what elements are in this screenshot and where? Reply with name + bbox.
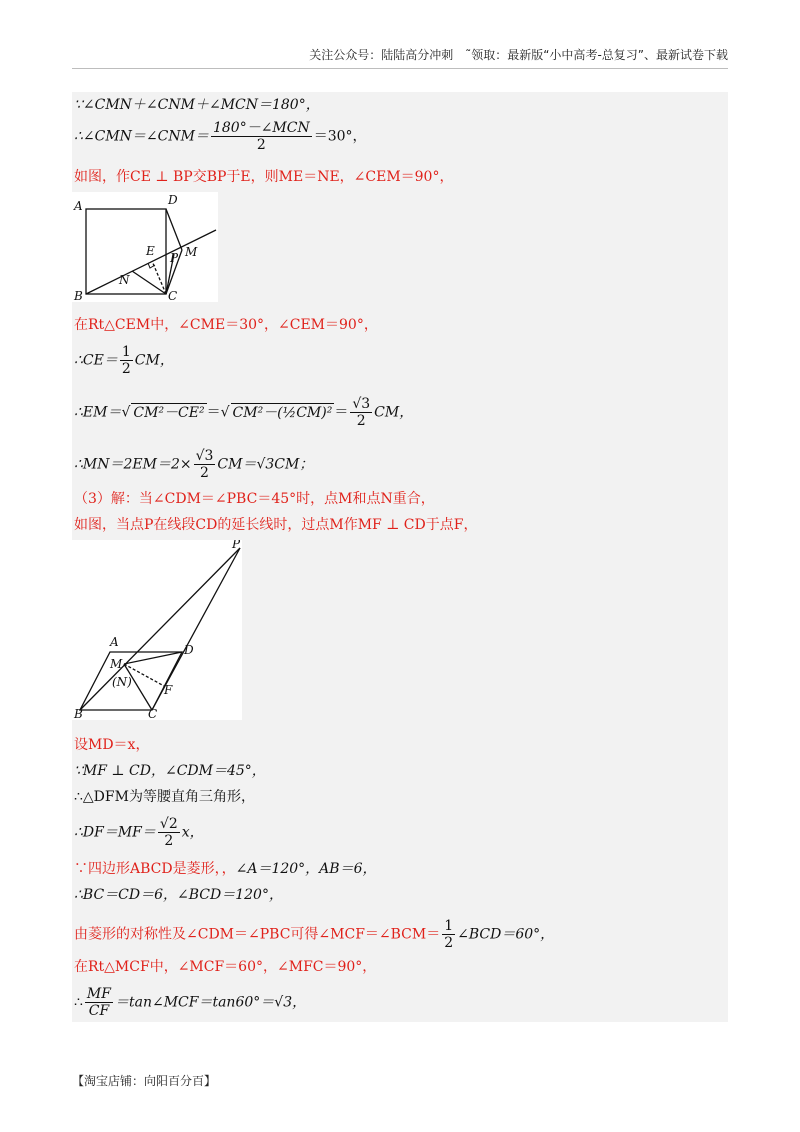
fraction-numerator: MF [86, 986, 111, 1002]
figure-2-diagram [72, 540, 242, 720]
line-7-prefix: ∴MN＝2EM＝2× [74, 456, 192, 473]
line-15: ∴BC＝CD＝6，∠BCD＝120°， [74, 887, 283, 903]
line-bp [80, 548, 240, 710]
label-b: B [74, 707, 83, 720]
fraction-denominator: 2 [200, 465, 209, 481]
line-8: （3）解：当∠CDM＝∠PBC＝45°时，点M和点N重合， [74, 491, 435, 507]
fraction-denominator: CF [88, 1003, 110, 1019]
label-f: F [164, 683, 173, 697]
line-16-suffix: ∠BCD＝60°， [457, 926, 555, 943]
fraction [350, 396, 372, 429]
line-10: 设MD＝x， [74, 737, 150, 753]
fraction [211, 120, 312, 153]
page-header: 关注公众号：陆陆高分冲刺 ˜领取：最新版“小中高考-总复习”、最新试卷下载 [309, 48, 728, 62]
label-p: P [232, 540, 241, 551]
label-n: N [119, 273, 130, 287]
fraction [158, 816, 180, 849]
line-5 [74, 344, 174, 377]
line-17: 在Rt△MCF中，∠MCF＝60°，∠MFC＝90°， [74, 959, 377, 975]
line-13-prefix: ∴DF＝MF＝ [74, 824, 156, 841]
label-c: C [148, 707, 158, 720]
label-c: C [168, 289, 178, 302]
solution-content [72, 92, 728, 1022]
fraction-numerator: √2 [159, 816, 178, 832]
fraction [120, 344, 133, 377]
line-13 [74, 816, 204, 849]
line-14 [74, 860, 376, 878]
fraction [85, 986, 113, 1019]
header-divider [72, 68, 728, 69]
label-e: E [146, 244, 155, 258]
fraction-denominator: 2 [121, 361, 131, 377]
line-12: ∴△DFM为等腰直角三角形， [74, 789, 255, 805]
label-a: A [110, 635, 119, 649]
figure-2 [72, 540, 242, 720]
fraction-numerator: 180°－∠MCN [212, 120, 310, 136]
line-5-prefix: ∴CE＝ [74, 352, 118, 369]
right-angle-mark [148, 263, 155, 268]
line-4: 在Rt△CEM中，∠CME＝30°，∠CEM＝90°， [74, 317, 378, 333]
line-2 [74, 120, 367, 153]
line-13-suffix: x， [181, 824, 204, 841]
fraction [442, 918, 455, 951]
fraction-denominator: 2 [356, 413, 366, 429]
line-6-eq2: ＝ [334, 404, 349, 421]
line-7-suffix: CM＝√3CM； [217, 456, 314, 473]
line-18-prefix: ∴ [74, 994, 83, 1011]
line-16 [74, 918, 554, 951]
label-n: (N) [112, 675, 132, 689]
label-m: M [110, 657, 123, 671]
line-2-prefix: ∴∠CMN＝∠CNM＝ [74, 128, 209, 145]
segment-md [124, 652, 182, 664]
line-6 [74, 396, 413, 429]
line-16-prefix: 由菱形的对称性及∠CDM＝∠PBC可得∠MCF＝∠BCM＝ [74, 926, 441, 943]
fraction-denominator: 2 [444, 935, 454, 951]
figure-1 [72, 192, 218, 302]
line-7 [74, 448, 313, 481]
label-p: P [170, 251, 179, 265]
line-14-suffix: ∠A＝120°，AB＝6， [235, 861, 377, 877]
segment-dm [166, 209, 182, 250]
line-6-eq: ＝√ [206, 404, 230, 421]
figure-1-diagram [72, 192, 218, 302]
line-11: ∵MF ⊥ CD，∠CDM＝45°， [74, 763, 266, 779]
fraction-numerator: √3 [195, 448, 214, 464]
label-d: D [168, 193, 178, 207]
line-18-suffix: ＝tan∠MCF＝tan60°＝√3， [114, 994, 307, 1011]
label-d: D [184, 643, 194, 657]
line-6-suffix: CM， [374, 404, 414, 421]
radicand-2: CM²－(½CM)² [232, 404, 333, 421]
fraction-numerator: 1 [121, 344, 131, 360]
label-a: A [74, 199, 83, 213]
line-9: 如图，当点P在线段CD的延长线时，过点M作MF ⊥ CD于点F， [74, 517, 478, 533]
line-14-prefix: ∵四边形ABCD是菱形，， [74, 861, 236, 877]
fraction-denominator: 2 [164, 833, 174, 849]
fraction-denominator: 2 [256, 137, 266, 153]
label-b: B [74, 289, 83, 302]
line-2-suffix: ＝30°， [313, 128, 367, 145]
label-m: M [185, 245, 198, 259]
radicand-1: CM²－CE² [133, 404, 205, 421]
fraction [194, 448, 216, 481]
line-1: ∵∠CMN＋∠CNM＋∠MCN＝180°， [74, 97, 320, 113]
line-3: 如图，作CE ⊥ BP交BP于E，则ME＝NE，∠CEM＝90°， [74, 169, 454, 185]
line-5-suffix: CM， [134, 352, 174, 369]
fraction-numerator: √3 [352, 396, 371, 412]
page-footer: 【淘宝店铺：向阳百分百】 [72, 1074, 217, 1088]
line-6-prefix: ∴EM＝√ [74, 404, 131, 421]
fraction-numerator: 1 [444, 918, 454, 934]
line-18 [74, 986, 306, 1019]
